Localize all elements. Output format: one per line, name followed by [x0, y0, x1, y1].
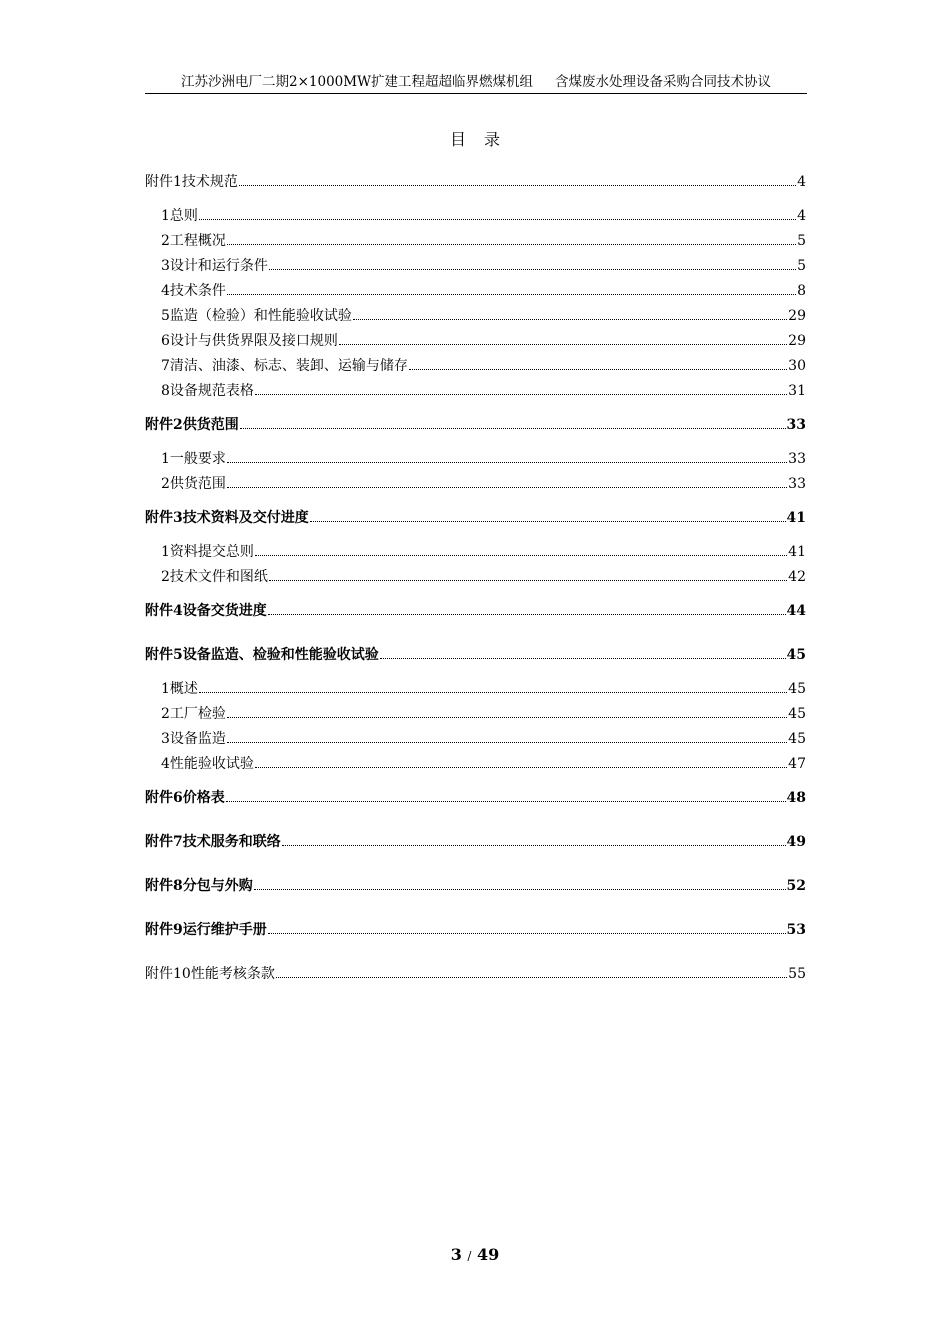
toc-entry[interactable]	[145, 876, 806, 901]
toc-entry-page: 52	[786, 878, 806, 894]
toc-entry-title: 8设备规范表格	[161, 383, 254, 399]
toc-entry-page: 29	[788, 308, 806, 324]
toc-leader-dots	[227, 231, 796, 245]
toc-entry-title: 3设计和运行条件	[161, 258, 268, 274]
toc-entry-title: 5监造（检验）和性能验收试验	[161, 308, 352, 324]
toc-entry[interactable]	[145, 331, 806, 356]
toc-entry-page: 47	[788, 756, 806, 772]
toc-leader-dots	[227, 729, 787, 743]
toc-entry[interactable]	[145, 381, 806, 406]
toc-leader-dots	[310, 508, 786, 522]
page-number	[0, 1245, 950, 1264]
toc-leader-dots	[380, 645, 786, 659]
toc-entry-title: 附件1技术规范	[145, 174, 238, 190]
toc-leader-dots	[353, 306, 787, 320]
toc-leader-dots	[227, 281, 796, 295]
page-separator: /	[467, 1249, 472, 1263]
toc-entry[interactable]	[145, 449, 806, 474]
toc-entry-title: 附件4设备交货进度	[145, 603, 267, 619]
toc-entry-page: 41	[788, 544, 806, 560]
toc-entry-title: 附件5设备监造、检验和性能验收试验	[145, 647, 379, 663]
toc-entry-page: 45	[788, 681, 806, 697]
toc-entry-title: 附件3技术资料及交付进度	[145, 510, 309, 526]
toc-entry[interactable]	[145, 172, 806, 197]
toc-entry-page: 55	[788, 966, 806, 982]
toc-leader-dots	[199, 679, 787, 693]
toc-entry[interactable]	[145, 567, 806, 592]
toc-entry-page: 4	[797, 208, 806, 224]
toc-entry[interactable]	[145, 832, 806, 857]
toc-entry[interactable]	[145, 601, 806, 626]
toc-entry[interactable]	[145, 256, 806, 281]
toc-entry-page: 48	[786, 790, 806, 806]
toc-entry[interactable]	[145, 964, 806, 989]
toc-entry-title: 1一般要求	[161, 451, 226, 467]
toc-leader-dots	[239, 172, 796, 186]
toc-entry-title: 2技术文件和图纸	[161, 569, 268, 585]
toc-entry-title: 附件7技术服务和联络	[145, 834, 281, 850]
toc-entry-title: 4技术条件	[161, 283, 226, 299]
toc-entry-title: 附件2供货范围	[145, 417, 239, 433]
toc-entry-page: 5	[797, 233, 806, 249]
toc-leader-dots	[199, 206, 796, 220]
toc-entry-page: 41	[786, 510, 806, 526]
toc-entry-title: 6设计与供货界限及接口规则	[161, 333, 338, 349]
page-header	[145, 70, 807, 94]
header-document-title: 含煤废水处理设备采购合同技术协议	[554, 74, 771, 90]
toc-entry-page: 45	[786, 647, 806, 663]
toc-entry[interactable]	[145, 729, 806, 754]
toc-entry-page: 29	[788, 333, 806, 349]
toc-entry-page: 45	[788, 706, 806, 722]
toc-entry[interactable]	[145, 281, 806, 306]
toc-entry-page: 33	[788, 451, 806, 467]
toc-entry-page: 33	[786, 417, 806, 433]
toc-leader-dots	[254, 876, 786, 890]
toc-entry-title: 附件6价格表	[145, 790, 225, 806]
page-current: 3	[450, 1245, 462, 1264]
header-project-title: 江苏沙洲电厂二期2×1000MW扩建工程超超临界燃煤机组	[181, 74, 533, 90]
toc-entry[interactable]	[145, 754, 806, 779]
toc-entry-title: 7清洁、油漆、标志、装卸、运输与储存	[161, 358, 408, 374]
toc-entry-page: 5	[797, 258, 806, 274]
toc-entry-title: 3设备监造	[161, 731, 226, 747]
toc-leader-dots	[255, 754, 787, 768]
toc-leader-dots	[268, 920, 786, 934]
toc-entry-title: 2工程概况	[161, 233, 226, 249]
toc-entry-page: 42	[788, 569, 806, 585]
toc-entry-page: 49	[786, 834, 806, 850]
toc-entry[interactable]	[145, 415, 806, 440]
toc-entry-title: 附件10性能考核条款	[145, 966, 275, 982]
toc-entry[interactable]	[145, 306, 806, 331]
toc-leader-dots	[282, 832, 786, 846]
toc-entry-page: 33	[788, 476, 806, 492]
toc-leader-dots	[255, 381, 787, 395]
table-of-contents	[145, 172, 806, 989]
toc-entry[interactable]	[145, 645, 806, 670]
toc-entry-title: 1资料提交总则	[161, 544, 254, 560]
toc-leader-dots	[255, 542, 787, 556]
toc-entry-page: 53	[786, 922, 806, 938]
toc-leader-dots	[409, 356, 787, 370]
toc-entry[interactable]	[145, 679, 806, 704]
toc-leader-dots	[276, 964, 787, 978]
toc-leader-dots	[227, 704, 787, 718]
toc-entry-title: 4性能验收试验	[161, 756, 254, 772]
toc-entry-page: 44	[786, 603, 806, 619]
toc-entry-title: 附件8分包与外购	[145, 878, 253, 894]
toc-title: 目录	[449, 130, 518, 149]
toc-entry[interactable]	[145, 788, 806, 813]
toc-entry[interactable]	[145, 474, 806, 499]
toc-leader-dots	[227, 474, 787, 488]
toc-entry-title: 2供货范围	[161, 476, 226, 492]
toc-leader-dots	[268, 601, 786, 615]
toc-entry-title: 附件9运行维护手册	[145, 922, 267, 938]
toc-entry[interactable]	[145, 356, 806, 381]
toc-entry-page: 8	[797, 283, 806, 299]
toc-entry[interactable]	[145, 231, 806, 256]
toc-leader-dots	[226, 788, 786, 802]
toc-entry[interactable]	[145, 704, 806, 729]
toc-entry[interactable]	[145, 542, 806, 567]
toc-entry[interactable]	[145, 508, 806, 533]
toc-leader-dots	[269, 567, 787, 581]
toc-entry[interactable]	[145, 920, 806, 945]
toc-entry-title: 1概述	[161, 681, 198, 697]
toc-entry-page: 4	[797, 174, 806, 190]
toc-entry-page: 30	[788, 358, 806, 374]
toc-leader-dots	[240, 415, 786, 429]
page-total: 49	[477, 1245, 500, 1264]
toc-entry[interactable]	[145, 206, 806, 231]
toc-leader-dots	[339, 331, 787, 345]
toc-entry-page: 45	[788, 731, 806, 747]
toc-entry-title: 1总则	[161, 208, 198, 224]
toc-entry-title: 2工厂检验	[161, 706, 226, 722]
toc-leader-dots	[269, 256, 796, 270]
toc-entry-page: 31	[788, 383, 806, 399]
toc-leader-dots	[227, 449, 787, 463]
